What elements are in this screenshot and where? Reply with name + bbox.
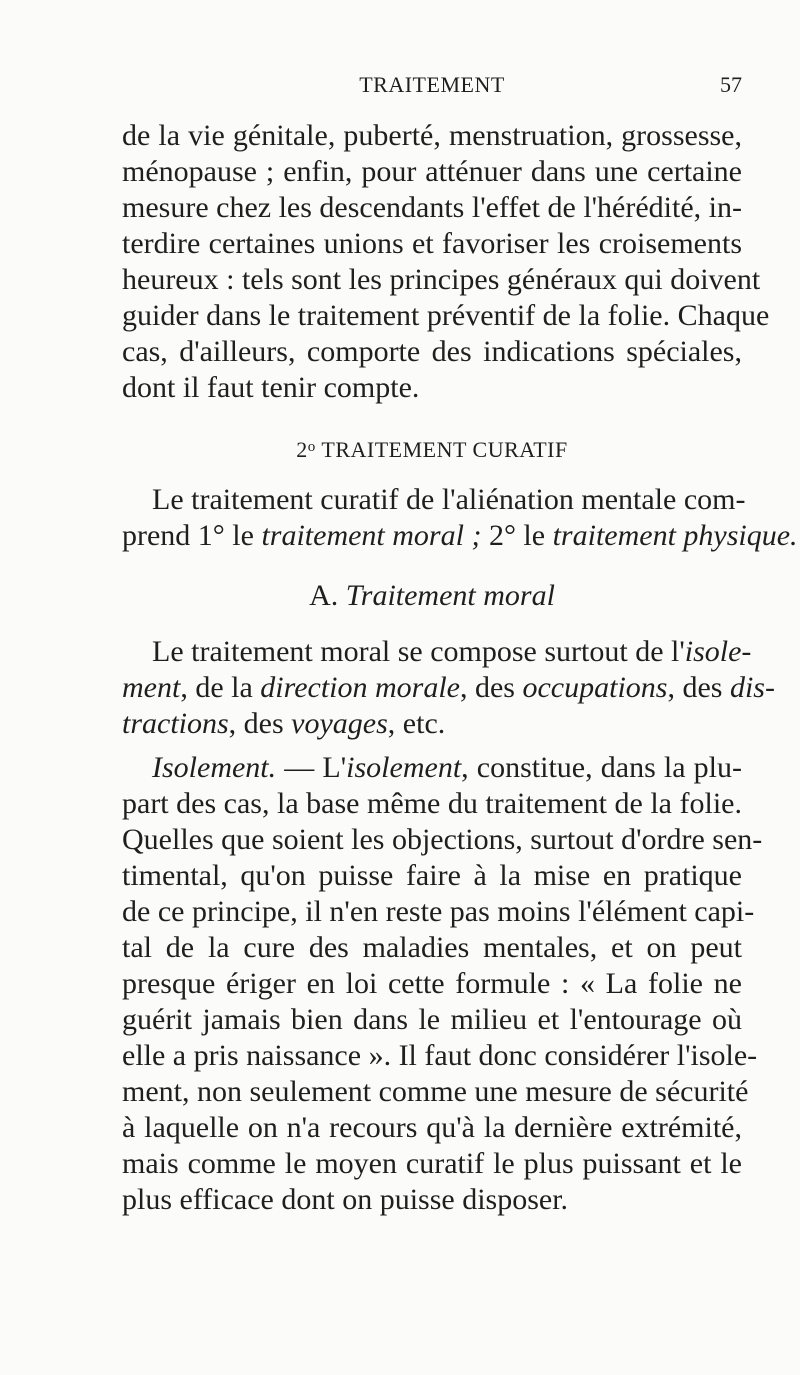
text-line: tal de la cure des maladies mentales, et on peut [122,931,742,964]
text-line [122,706,742,742]
text-span-italic: ment [122,671,181,704]
text-span: — L' [276,751,347,784]
text-span: , des [667,671,730,704]
text-span: , de la [180,671,261,704]
text-span: Le traitement moral se compose surtout de l' [152,635,685,668]
text-span: , constitue, dans la plu- [461,751,743,784]
section-number: 2 [296,437,308,462]
text-line: Le traitement curatif de l'aliénation mentale com- [152,483,746,516]
text-line: mais comme le moyen curatif le plus puissant et le [122,1147,742,1180]
text-line [122,518,798,554]
text-line: de ce principe, il n'en reste pas moins l'élément capi- [122,895,755,928]
text-line: dont il faut tenir compte. [122,371,420,404]
text-line [122,634,752,670]
text-line: guider dans le traitement préventif de la folie. Chaque [122,299,770,332]
text-line: terdire certaines unions et favoriser les croisements [122,227,742,260]
text-span-italic: dis- [729,671,775,704]
text-line: de la vie génitale, puberté, menstruation, grossesse, [122,119,742,152]
subsection-letter: A. [309,579,346,612]
text-span-italic: traitement moral ; [261,519,482,552]
text-line: cas, d'ailleurs, comporte des indications spéciales, [122,335,742,368]
text-line: heureux : tels sont les principes généraux qui doivent [122,263,761,296]
text-span: , des [228,707,292,740]
text-line [122,670,775,706]
text-span-italic: isolement [346,751,462,784]
text-span-italic: tractions [122,707,229,740]
text-line: Quelles que soient les objections, surtout d'ordre sen- [122,823,763,856]
text-span-italic: Isolement. [152,751,277,784]
text-span: , etc. [387,707,446,740]
text-line: à laquelle on n'a recours qu'à la dernière extrémité, [122,1111,742,1144]
running-head [122,72,742,102]
text-line: timental, qu'on puisse faire à la mise en pratique [122,859,742,892]
text-span: prend 1° le [122,519,262,552]
text-line: elle a pris naissance ». Il faut donc considérer l'isole- [122,1039,758,1072]
text-span-italic: direction morale [260,671,460,704]
text-span-italic: voyages [291,707,388,740]
text-line: presque ériger en loi cette formule : « La folie ne [122,967,742,1000]
text-line [122,750,742,786]
text-span: 2° le [481,519,553,552]
section-heading: 2$^o$ TRAITEMENT CURATIF [296,437,568,462]
text-line: ment, non seulement comme une mesure de sécurité [122,1075,749,1108]
subsection-title: Traitement moral [345,579,555,612]
text-line: part des cas, la base même du traitement de la folie. [122,787,742,820]
text-line: ménopause ; enfin, pour atténuer dans une certaine [122,155,742,188]
subsection-heading [122,578,742,614]
text-span: , des [459,671,523,704]
text-span-italic: isole- [684,635,752,668]
section-title: TRAITEMENT CURATIF [321,437,568,462]
text-line: guérit jamais bien dans le milieu et l'entourage où [122,1003,742,1036]
page-number: 57 [720,72,742,97]
text-span-italic: traitement physique. [552,519,798,552]
text-line: plus efficace dont on puisse disposer. [122,1183,569,1216]
text-span-italic: occupations [522,671,668,704]
running-title: TRAITEMENT [359,72,505,97]
text-line: mesure chez les descendants l'effet de l'hérédité, in- [122,191,742,224]
